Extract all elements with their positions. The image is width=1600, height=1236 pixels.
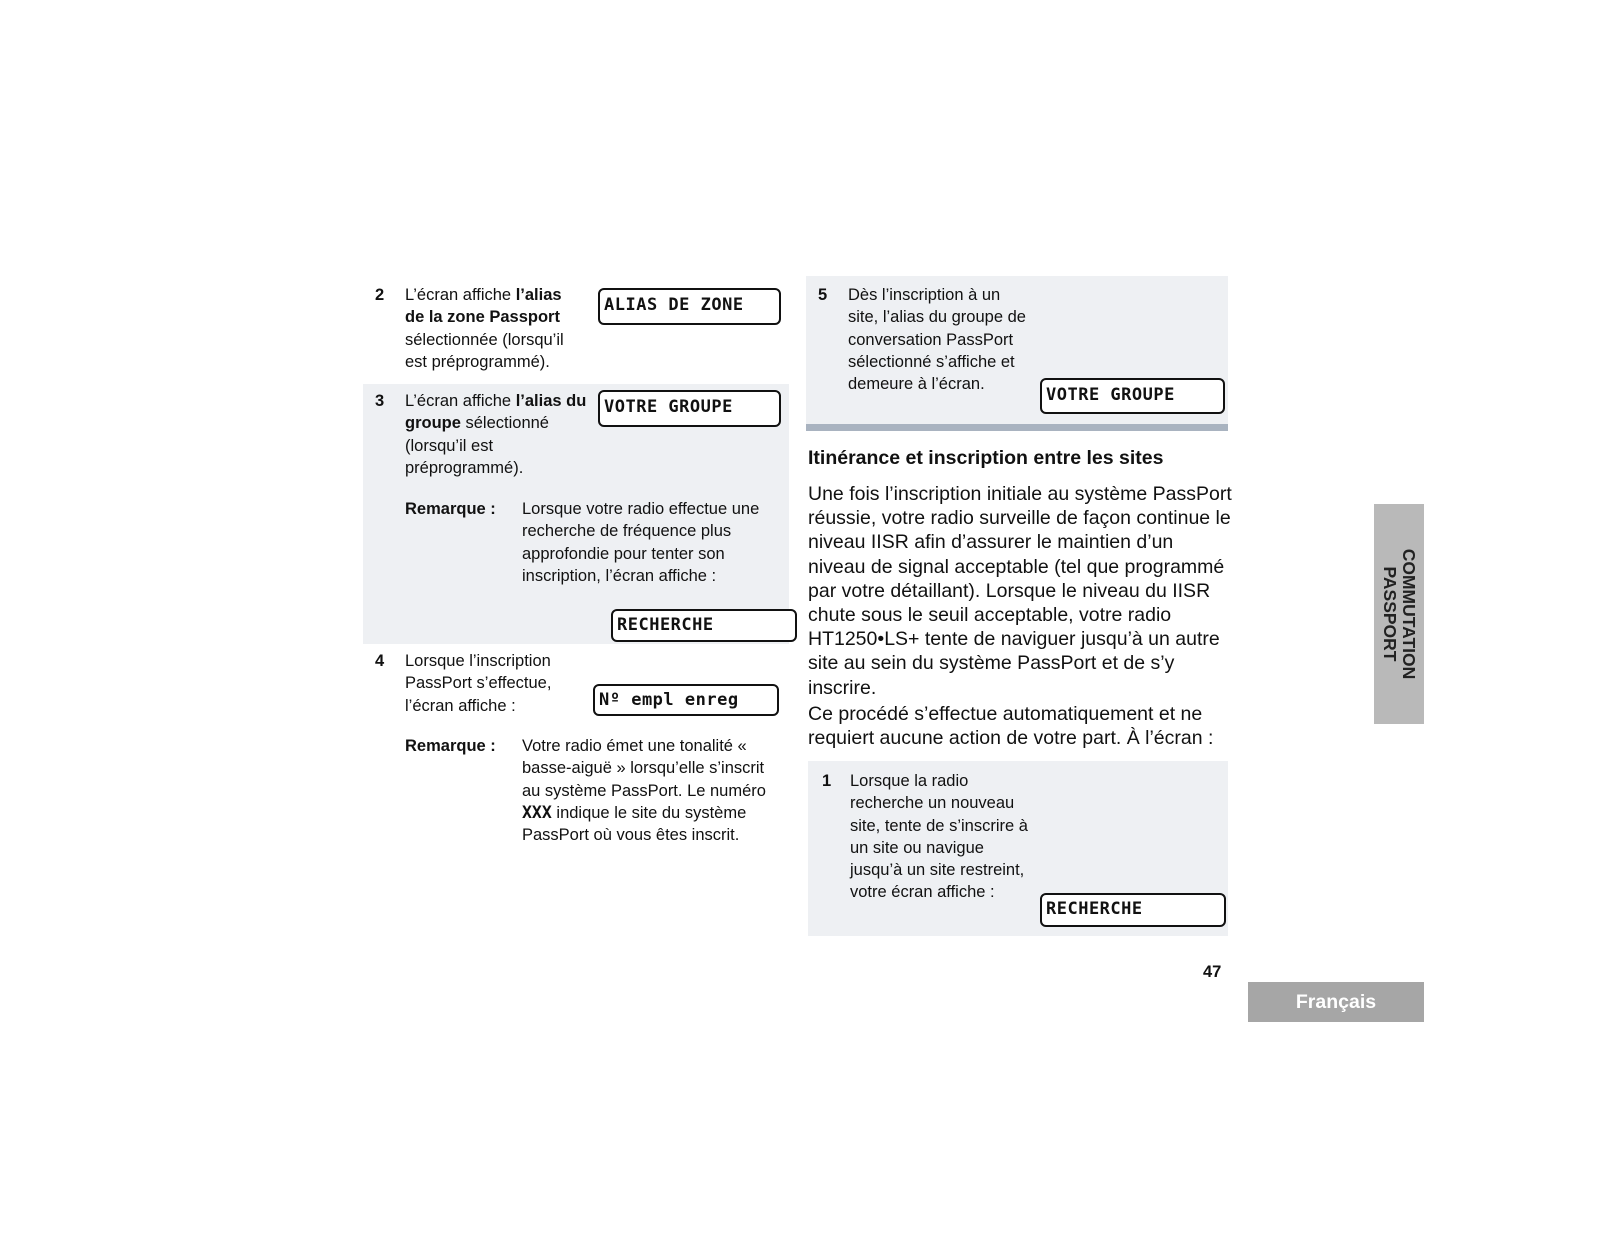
section-divider xyxy=(806,424,1228,431)
lcd-display: VOTRE GROUPE xyxy=(598,390,781,427)
site-code: XXX xyxy=(522,802,552,822)
lcd-display: Nº empl enreg xyxy=(593,684,779,716)
step-text: Dès l’inscription à un site, l’alias du groupe de conversation PassPort sélectionné s’affiche et demeure à l’écran. xyxy=(848,286,1026,394)
step-number: 3 xyxy=(375,392,385,410)
step-number: 4 xyxy=(375,652,385,670)
side-tab-label: COMMUTATION PASSPORT xyxy=(1380,548,1419,680)
step-text: Lorsque l’inscription PassPort s’effectue, l’écran affiche : xyxy=(405,652,552,715)
step-number: 1 xyxy=(822,772,832,790)
lcd-display: RECHERCHE xyxy=(1040,893,1226,927)
step-text: Lorsque la radio recherche un nouveau site, tente de s’inscrire à un site ou navigue jusqu’à un site restreint, votre écran affiche : xyxy=(850,772,1028,902)
language-tab: Français xyxy=(1248,982,1424,1022)
lcd-display: ALIAS DE ZONE xyxy=(598,288,781,325)
lcd-display: VOTRE GROUPE xyxy=(1040,378,1225,414)
body-paragraph: Une fois l’inscription initiale au système PassPort réussie, votre radio surveille de façon continue le niveau IISR afin d’assurer le maintien d’un niveau de signal acceptable (tel que programmé par votre détaillant). Lorsque le niveau du IISR chute sous le seuil acceptable, votre radio HT1250•LS+ tente de naviguer jusqu’à un autre site au sein du système PassPort et de s’y inscrire. xyxy=(808,483,1232,699)
step-text: L’écran affiche l’alias de la zone Passport sélectionnée (lorsqu’il est préprogrammé). xyxy=(405,286,564,371)
page-number: 47 xyxy=(1203,963,1222,981)
note-label: Remarque : xyxy=(405,737,496,755)
step-number: 2 xyxy=(375,286,385,304)
step-text: L’écran affiche l’alias du groupe sélectionné (lorsqu’il est préprogrammé). xyxy=(405,392,587,477)
note-label: Remarque : xyxy=(405,500,496,518)
body-paragraph: Ce procédé s’effectue automatiquement et ne requiert aucune action de votre part. À l’écran : xyxy=(808,703,1214,750)
lcd-display: RECHERCHE xyxy=(611,609,797,642)
note-text: Lorsque votre radio effectue une recherche de fréquence plus approfondie pour tenter son inscription, l’écran affiche : xyxy=(522,500,760,585)
section-side-tab xyxy=(1374,504,1424,724)
note-text: Votre radio émet une tonalité « basse-aiguë » lorsqu’elle s’inscrit au système PassPort. Le numéro XXX indique le site du système PassPort où vous êtes inscrit. xyxy=(522,737,766,845)
section-heading: Itinérance et inscription entre les sites xyxy=(808,447,1164,469)
step-number: 5 xyxy=(818,286,828,304)
